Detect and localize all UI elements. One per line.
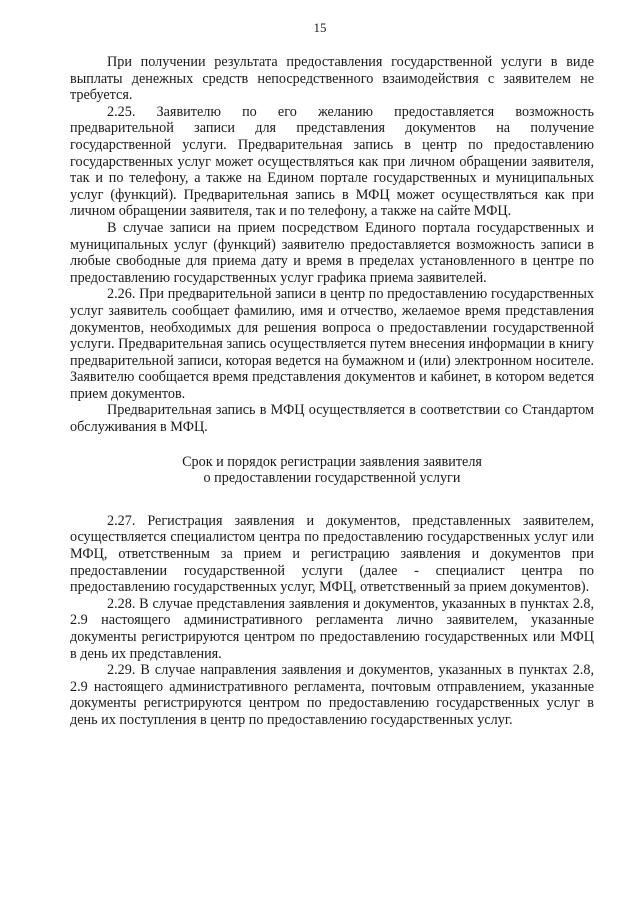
section-heading-line-2: о предоставлении государственной услуги — [203, 470, 461, 487]
paragraph-mfc-booking: Предварительная запись в МФЦ осуществляется в соответствии со Стандартом обслуживания в МФЦ. — [70, 402, 594, 436]
paragraph-2-26: 2.26. При предварительной записи в центр по предоставлению государственных услуг заявитель сообщает фамилию, имя и отчество, желаемое время представления документов, необходимых для решения вопроса о предоставлении государственной услуги. Предварительная запись осуществляется путем внесения информации в книгу предварительной записи, которая ведется на бумажном и (или) электронном носителе. Заявителю сообщается время представления документов и кабинет, в котором ведется прием документов. — [70, 286, 594, 402]
paragraph-portal-booking: В случае записи на прием посредством Единого портала государственных и муниципальных услуг (функций) заявителю предоставляется возможность записи в любые свободные для приема дату и время в пределах установленного в центре по предоставлению государственных услуг графика приема заявителей. — [70, 219, 594, 286]
paragraph-result-payment: При получении результата предоставления государственной услуги в виде выплаты денежных средств непосредственного взаимодействия с заявителем не требуется. — [70, 54, 594, 104]
page-number: 15 — [313, 20, 327, 35]
document-body — [70, 54, 594, 729]
section-heading — [70, 454, 594, 487]
paragraph-2-27: 2.27. Регистрация заявления и документов, представленных заявителем, осуществляется специалистом центра по предоставлению государственных услуг или МФЦ, ответственным за прием и регистрацию заявления и документов при предоставлении государственной услуги (далее - специалист центра по предоставлению государственных услуг, МФЦ, ответственный за прием документов). — [70, 512, 594, 596]
section-heading-line-1: Срок и порядок регистрации заявления заявителя — [182, 453, 482, 470]
paragraph-2-28: 2.28. В случае представления заявления и документов, указанных в пунктах 2.8, 2.9 настоящего административного регламента лично заявителем, указанные документы регистрируются центром по предоставлению государственных или МФЦ в день их представления. — [70, 595, 594, 662]
paragraph-2-25: 2.25. Заявителю по его желанию предоставляется возможность предварительной записи для представления документов на получение государственной услуги. Предварительная запись в центр по предоставлению государственных услуг может осуществляться как при личном обращении заявителя, так и по телефону, а также на Едином портале государственных и муниципальных услуг (функций). Предварительная запись в МФЦ может осуществляться как при личном обращении заявителя, так и по телефону, а также на сайте МФЦ. — [70, 103, 594, 220]
paragraph-2-29: 2.29. В случае направления заявления и документов, указанных в пунктах 2.8, 2.9 настоящего административного регламента, почтовым отправлением, указанные документы регистрируются центром по предоставлению государственных услуг в день их поступления в центр по предоставлению государственных услуг. — [70, 662, 594, 728]
